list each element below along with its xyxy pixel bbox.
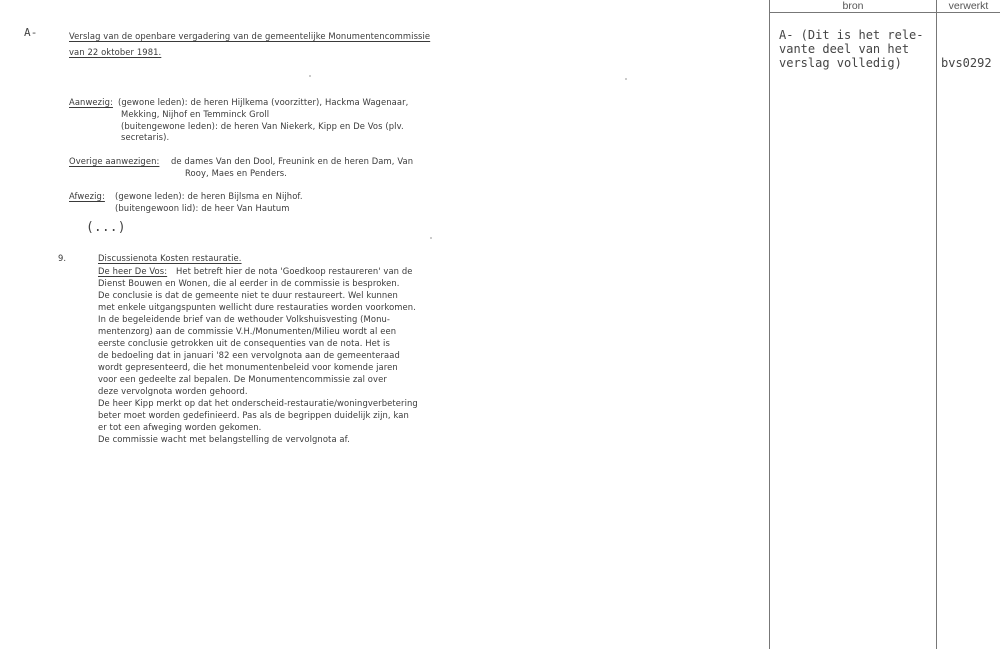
bron-note-line1: A- (Dit is het rele- bbox=[779, 28, 924, 42]
margin-marker: A- bbox=[24, 26, 38, 39]
column-divider-left bbox=[769, 0, 770, 649]
body-line: met enkele uitgangspunten wellicht dure restauraties worden voorkomen. bbox=[98, 302, 416, 312]
body-line: de bedoeling dat in januari '82 een vervolgnota aan de gemeenteraad bbox=[98, 350, 400, 360]
body-line: Dienst Bouwen en Wonen, die al eerder in de commissie is besproken. bbox=[98, 278, 400, 288]
body-line: beter moet worden gedefinieerd. Pas als de begrippen duidelijk zijn, kan bbox=[98, 410, 409, 420]
body-line: mentenzorg) aan de commissie V.H./Monumenten/Milieu wordt al een bbox=[98, 326, 397, 336]
afwezig-line1: (gewone leden): de heren Bijlsma en Nijhof. bbox=[115, 191, 303, 201]
aanwezig-label: Aanwezig: bbox=[69, 97, 113, 107]
verwerkt-header: verwerkt bbox=[948, 0, 989, 12]
scan-speck bbox=[625, 78, 627, 80]
body-line: wordt gepresenteerd, die het monumentenbeleid voor komende jaren bbox=[98, 362, 398, 372]
aanwezig-line3: (buitengewone leden): de heren Van Niekerk, Kipp en De Vos (plv. bbox=[121, 121, 404, 131]
body-line: deze vervolgnota worden gehoord. bbox=[98, 386, 248, 396]
column-header-rule bbox=[769, 12, 1000, 13]
item-heading: Discussienota Kosten restauratie. bbox=[98, 253, 242, 263]
overige-line1: de dames Van den Dool, Freunink en de heren Dam, Van bbox=[171, 156, 414, 166]
scan-speck bbox=[309, 75, 311, 77]
scan-speck bbox=[430, 237, 432, 239]
aanwezig-line2: Mekking, Nijhof en Temminck Groll bbox=[121, 109, 270, 119]
omission-marker: (...) bbox=[86, 220, 126, 235]
overige-line2: Rooy, Maes en Penders. bbox=[185, 168, 287, 178]
afwezig-label: Afwezig: bbox=[69, 191, 105, 201]
verwerkt-value: bvs0292 bbox=[941, 56, 992, 70]
column-divider-right bbox=[936, 0, 937, 649]
afwezig-line2: (buitengewoon lid): de heer Van Hautum bbox=[115, 203, 290, 213]
item-first-line: Het betreft hier de nota 'Goedkoop restaureren' van de bbox=[176, 266, 413, 276]
aanwezig-line1: (gewone leden): de heren Hijlkema (voorzitter), Hackma Wagenaar, bbox=[118, 97, 409, 107]
report-title-line1: Verslag van de openbare vergadering van de gemeentelijke Monumentencommissie bbox=[69, 31, 431, 41]
item-number: 9. bbox=[58, 253, 67, 263]
report-title-line2: van 22 oktober 1981. bbox=[69, 47, 162, 57]
body-line: eerste conclusie getrokken uit de consequenties van de nota. Het is bbox=[98, 338, 390, 348]
aanwezig-line4: secretaris). bbox=[121, 132, 170, 142]
overige-label: Overige aanwezigen: bbox=[69, 156, 160, 166]
body-line: In de begeleidende brief van de wethouder Volkshuisvesting (Monu- bbox=[98, 314, 391, 324]
body-line: De commissie wacht met belangstelling de vervolgnota af. bbox=[98, 434, 350, 444]
bron-note-line2: vante deel van het bbox=[779, 42, 910, 56]
body-line: er tot een afweging worden gekomen. bbox=[98, 422, 262, 432]
body-line: De conclusie is dat de gemeente niet te duur restaureert. Wel kunnen bbox=[98, 290, 398, 300]
item-speaker: De heer De Vos: bbox=[98, 266, 168, 276]
bron-header: bron bbox=[842, 0, 864, 12]
bron-note-line3: verslag volledig) bbox=[779, 56, 902, 70]
body-line: voor een gedeelte zal bepalen. De Monumentencommissie zal over bbox=[98, 374, 387, 384]
body-line: De heer Kipp merkt op dat het onderscheid-restauratie/woningverbetering bbox=[98, 398, 418, 408]
